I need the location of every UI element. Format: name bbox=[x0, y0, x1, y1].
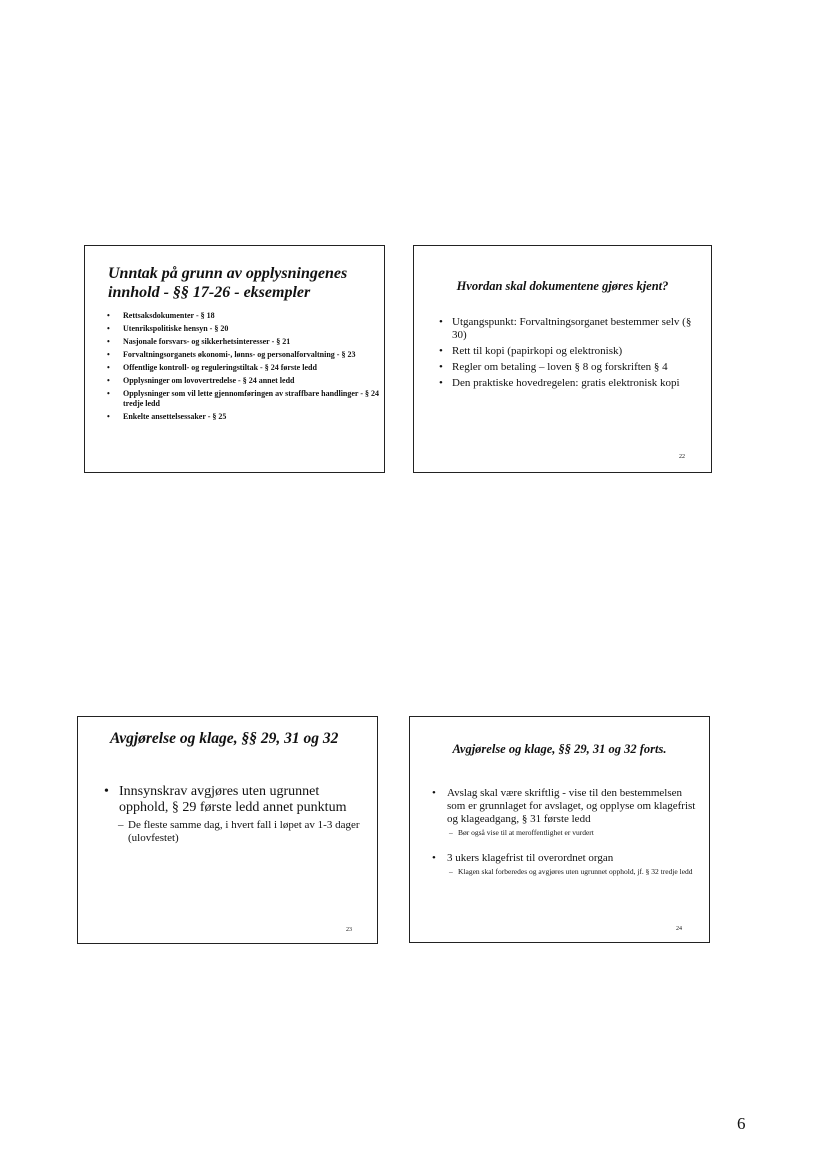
list-item: • Avslag skal være skriftlig - vise til den bestemmelsen som er grunnlaget for avslaget, og opplyse om klagefrist og klageadgang, § 31 første ledd bbox=[432, 787, 702, 826]
slide-title: Hvordan skal dokumentene gjøres kjent? bbox=[456, 279, 669, 293]
list-item: • Utgangspunkt: Forvaltningsorganet bestemmer selv (§ 30) bbox=[439, 316, 699, 342]
slide-number: 23 bbox=[346, 927, 352, 933]
list-item: • Nasjonale forsvars- og sikkerhetsinteresser - § 21 bbox=[107, 337, 379, 347]
list-item: • Forvaltningsorganets økonomi-, lønns- og personalforvaltning - § 23 bbox=[107, 350, 379, 360]
list-item: • Opplysninger som vil lette gjennomføringen av straffbare handlinger - § 24 tredje ledd bbox=[107, 389, 379, 409]
list-item: • Innsynskrav avgjøres uten ugrunnet opphold, § 29 første ledd annet punktum bbox=[104, 784, 369, 816]
slide-number: 22 bbox=[679, 454, 685, 460]
slide-unntak bbox=[84, 245, 385, 473]
page-number: 6 bbox=[737, 1114, 746, 1133]
slide-number: 24 bbox=[676, 926, 682, 932]
slide-hvordan-kjent bbox=[413, 245, 712, 473]
list-item: • Regler om betaling – loven § 8 og forskriften § 4 bbox=[439, 361, 699, 374]
bullet-list bbox=[439, 316, 699, 393]
list-item: • Utenrikspolitiske hensyn - § 20 bbox=[107, 324, 379, 334]
list-item: • Offentlige kontroll- og reguleringstiltak - § 24 første ledd bbox=[107, 363, 379, 373]
bullet-list bbox=[104, 784, 369, 845]
slide-title: Avgjørelse og klage, §§ 29, 31 og 32 forts. bbox=[452, 742, 667, 756]
list-item: • Opplysninger om lovovertredelse - § 24 annet ledd bbox=[107, 376, 379, 386]
list-item: • 3 ukers klagefrist til overordnet organ bbox=[432, 852, 702, 865]
list-item: • Rettsaksdokumenter - § 18 bbox=[107, 311, 379, 321]
bullet-list bbox=[432, 787, 702, 877]
slide-title: Avgjørelse og klage, §§ 29, 31 og 32 bbox=[110, 730, 339, 747]
sub-item: – Klagen skal forberedes og avgjøres uten ugrunnet opphold, jf. § 32 tredje ledd bbox=[432, 867, 702, 877]
list-item: • Den praktiske hovedregelen: gratis elektronisk kopi bbox=[439, 377, 699, 390]
bullet-list bbox=[107, 311, 379, 425]
slide-avgjorelse-forts bbox=[409, 716, 710, 943]
slide-avgjorelse bbox=[77, 716, 378, 944]
list-item: • Enkelte ansettelsessaker - § 25 bbox=[107, 412, 379, 422]
sub-item: – De fleste samme dag, i hvert fall i løpet av 1-3 dager (ulovfestet) bbox=[104, 819, 369, 845]
list-item: • Rett til kopi (papirkopi og elektronisk) bbox=[439, 345, 699, 358]
slide-title: Unntak på grunn av opplysningenes innhold - §§ 17-26 - eksempler bbox=[108, 265, 348, 301]
sub-item: – Bør også vise til at meroffentlighet er vurdert bbox=[432, 828, 702, 838]
